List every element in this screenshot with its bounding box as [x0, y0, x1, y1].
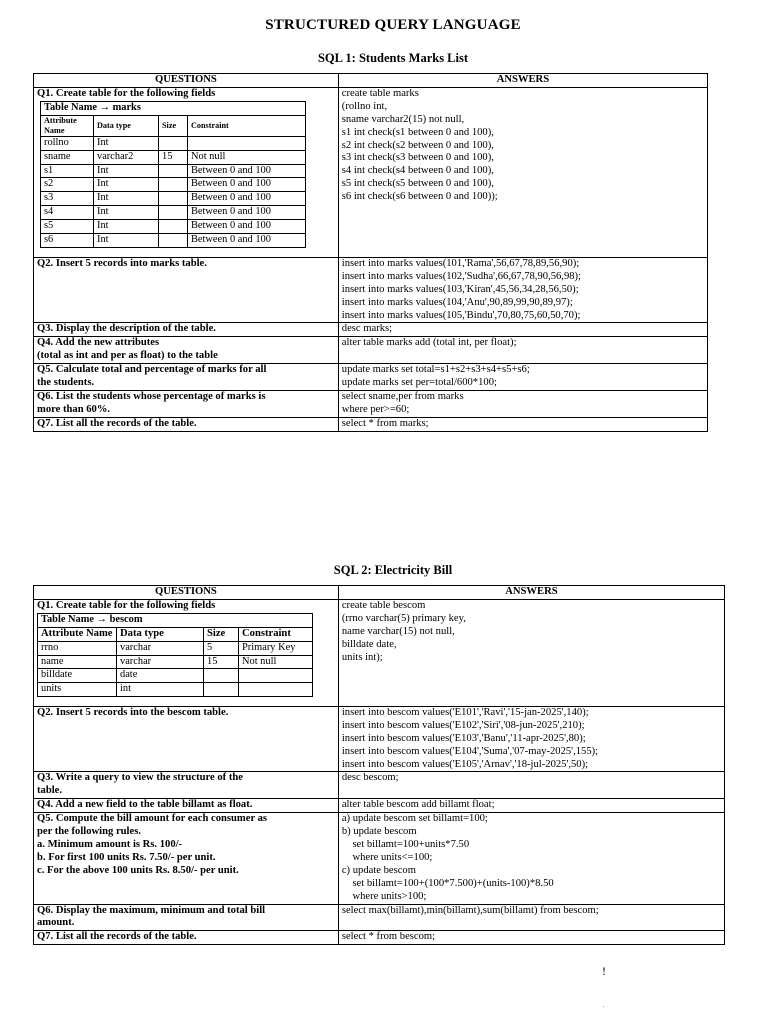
answer-line: where units>100; [341, 890, 427, 902]
question-line: the students. [37, 377, 95, 389]
stray-dot: . [603, 1003, 605, 1009]
answer-cell [338, 772, 724, 799]
cell: Int [94, 192, 159, 206]
answer-line: create table marks [341, 87, 419, 99]
cell: Primary Key [239, 641, 313, 655]
answer-line: s3 int check(s3 between 0 and 100), [341, 152, 494, 164]
section-title-sql1: SQL 1: Students Marks List [317, 51, 469, 65]
answer-line: update marks set total=s1+s2+s3+s4+s5+s6; [341, 364, 530, 376]
question-7: Q7. List all the records of the table. [34, 931, 339, 945]
question-6 [34, 904, 339, 931]
answer-line: where per>=60; [341, 403, 410, 415]
answer-cell [338, 599, 724, 706]
questions-header: QUESTIONS [34, 74, 339, 88]
cell: s1 [41, 164, 94, 178]
sql2-table [33, 585, 725, 945]
answer-line: s2 int check(s2 between 0 and 100), [341, 139, 494, 151]
answer-line: s4 int check(s4 between 0 and 100), [341, 165, 494, 177]
question-line: table. [37, 785, 63, 797]
question-line: c. For the above 100 units Rs. 8.50/- per unit. [37, 864, 239, 876]
table-row [38, 655, 313, 669]
cell: s3 [41, 192, 94, 206]
question-line: Q5. Compute the bill amount for each consumer as [37, 813, 268, 825]
answers-header: ANSWERS [338, 586, 724, 600]
question-cell [34, 87, 339, 257]
table-row [41, 150, 306, 164]
col-size: Size [159, 115, 188, 136]
cell: Between 0 and 100 [188, 206, 306, 220]
cell: Int [94, 164, 159, 178]
answer-cell [338, 417, 707, 431]
table-row [38, 669, 313, 683]
cell: s2 [41, 178, 94, 192]
cell [159, 192, 188, 206]
answer-line: desc bescom; [341, 772, 399, 784]
answer-line: insert into bescom values('E105','Arnav','18-jul-2025',50); [341, 758, 589, 770]
answer-line: insert into bescom values('E103','Banu','11-apr-2025',80); [341, 732, 586, 744]
answer-cell [338, 813, 724, 904]
cell: rollno [41, 136, 94, 150]
answer-cell [338, 799, 724, 813]
question-line: amount. [37, 917, 75, 929]
answer-line: c) update bescom [341, 864, 416, 876]
question-line: Q6. List the students whose percentage of marks is [37, 390, 266, 402]
answer-line: sname varchar2(15) not null, [341, 113, 465, 125]
cell: sname [41, 150, 94, 164]
section-title-sql2: SQL 2: Electricity Bill [333, 563, 453, 577]
table-row [41, 164, 306, 178]
col-datatype: Data type [94, 115, 159, 136]
answer-line: s6 int check(s6 between 0 and 100)); [341, 191, 498, 203]
question-3: Q3. Display the description of the table. [34, 323, 339, 337]
answer-line: s1 int check(s1 between 0 and 100), [341, 126, 494, 138]
answer-line: insert into bescom values('E104','Suma','07-may-2025',155); [341, 745, 599, 757]
cell [204, 669, 239, 683]
answer-line: billdate date, [341, 638, 397, 650]
cell: Between 0 and 100 [188, 178, 306, 192]
answer-cell [338, 706, 724, 772]
cell: 15 [204, 655, 239, 669]
answer-line: insert into marks values(102,'Sudha',66,67,78,90,56,98); [341, 270, 582, 282]
question-1: Q1. Create table for the following fields [37, 87, 216, 99]
answer-line: select max(billamt),min(billamt),sum(billamt) from bescom; [341, 904, 599, 916]
cell: s6 [41, 234, 94, 248]
cell: billdate [38, 669, 117, 683]
answer-cell [338, 337, 707, 364]
answer-line: s5 int check(s5 between 0 and 100), [341, 178, 494, 190]
cell [239, 683, 313, 697]
cell: Not null [239, 655, 313, 669]
table-name: Table Name → bescom [38, 613, 313, 627]
answer-line: insert into bescom values('E102','Siri','08-jun-2025',210); [341, 719, 585, 731]
table-row [41, 234, 306, 248]
cell: Not null [188, 150, 306, 164]
cell: Int [94, 234, 159, 248]
answer-line: select * from bescom; [341, 931, 436, 943]
question-5 [34, 364, 339, 391]
question-2: Q2. Insert 5 records into marks table. [34, 257, 339, 323]
question-line: b. For first 100 units Rs. 7.50/- per unit. [37, 851, 216, 863]
cell: rrno [38, 641, 117, 655]
cell: Between 0 and 100 [188, 220, 306, 234]
answer-line: create table bescom [341, 599, 426, 611]
answer-line: select * from marks; [341, 417, 429, 429]
cell: Between 0 and 100 [188, 234, 306, 248]
answer-line: alter table marks add (total int, per float); [341, 337, 517, 349]
answer-line: (rrno varchar(5) primary key, [341, 612, 466, 624]
question-line: Q5. Calculate total and percentage of marks for all [37, 364, 267, 376]
answer-line: insert into marks values(105,'Bindu',70,80,75,60,50,70); [341, 309, 581, 321]
cell [159, 164, 188, 178]
question-6 [34, 390, 339, 417]
table-row [41, 220, 306, 234]
document-title: STRUCTURED QUERY LANGUAGE [265, 17, 521, 33]
fields-table [37, 613, 313, 697]
table-row [41, 136, 306, 150]
answer-cell [338, 904, 724, 931]
sql1-table [33, 73, 708, 432]
cell: varchar [117, 641, 204, 655]
answer-line: insert into marks values(101,'Rama',56,67,78,89,56,90); [341, 257, 580, 269]
cell: s4 [41, 206, 94, 220]
cell: Int [94, 220, 159, 234]
col-attribute: Attribute Name [38, 627, 117, 641]
cell [159, 220, 188, 234]
cell [159, 234, 188, 248]
answer-line: insert into bescom values('E101','Ravi','15-jan-2025',140); [341, 706, 589, 718]
cell: varchar2 [94, 150, 159, 164]
table-row [38, 641, 313, 655]
question-4: Q4. Add a new field to the table billamt as float. [34, 799, 339, 813]
answer-line: b) update bescom [341, 826, 417, 838]
questions-header: QUESTIONS [34, 586, 339, 600]
answer-line: units int); [341, 651, 383, 663]
answer-line: alter table bescom add billamt float; [341, 799, 495, 811]
answer-cell [338, 87, 707, 257]
question-cell [34, 599, 339, 706]
answer-line: (rollno int, [341, 100, 388, 112]
answer-cell [338, 257, 707, 323]
col-datatype: Data type [117, 627, 204, 641]
answer-line: set billamt=100+(100*7.500)+(units-100)*8.50 [341, 877, 554, 889]
question-line: Q6. Display the maximum, minimum and total bill [37, 904, 266, 916]
question-line: per the following rules. [37, 826, 141, 838]
answer-line: insert into marks values(104,'Anu',90,89,99,90,89,97); [341, 296, 573, 308]
cell: name [38, 655, 117, 669]
question-1: Q1. Create table for the following fields [37, 599, 216, 611]
question-2: Q2. Insert 5 records into the bescom table. [34, 706, 339, 772]
answer-line: name varchar(15) not null, [341, 625, 455, 637]
col-constraint: Constraint [188, 115, 306, 136]
question-4 [34, 337, 339, 364]
cell: 5 [204, 641, 239, 655]
cell: s5 [41, 220, 94, 234]
cell: units [38, 683, 117, 697]
cell: Int [94, 178, 159, 192]
answer-line: where units<=100; [341, 851, 433, 863]
question-3 [34, 772, 339, 799]
col-attribute: Attribute Name [41, 115, 94, 136]
cell [188, 136, 306, 150]
cell [159, 178, 188, 192]
question-line: Q4. Add the new attributes [37, 337, 160, 349]
cell: Between 0 and 100 [188, 164, 306, 178]
cell [159, 136, 188, 150]
question-line: Q3. Write a query to view the structure of the [37, 772, 243, 784]
answer-cell [338, 390, 707, 417]
col-constraint: Constraint [239, 627, 313, 641]
fields-table [40, 101, 306, 248]
cell [239, 669, 313, 683]
cell [159, 206, 188, 220]
cell: Int [94, 136, 159, 150]
answer-cell [338, 364, 707, 391]
cell: int [117, 683, 204, 697]
question-5 [34, 813, 339, 904]
answer-line: insert into marks values(103,'Kiran',45,56,34,28,56,50); [341, 283, 579, 295]
table-row [41, 178, 306, 192]
table-name: Table Name → marks [41, 101, 306, 115]
stray-mark: ! [602, 964, 606, 978]
cell: Int [94, 206, 159, 220]
question-line: a. Minimum amount is Rs. 100/- [37, 838, 183, 850]
cell: 15 [159, 150, 188, 164]
table-row [38, 683, 313, 697]
col-size: Size [204, 627, 239, 641]
cell: Between 0 and 100 [188, 192, 306, 206]
question-7: Q7. List all the records of the table. [34, 417, 339, 431]
answer-line: set billamt=100+units*7.50 [341, 838, 470, 850]
answer-line: update marks set per=total/600*100; [341, 377, 497, 389]
question-line: more than 60%. [37, 403, 111, 415]
answer-line: desc marks; [341, 323, 393, 335]
answer-cell [338, 931, 724, 945]
question-line: (total as int and per as float) to the table [37, 350, 218, 362]
table-row [41, 206, 306, 220]
cell: date [117, 669, 204, 683]
answers-header: ANSWERS [338, 74, 707, 88]
answer-line: select sname,per from marks [341, 390, 464, 402]
answer-line: a) update bescom set billamt=100; [341, 813, 488, 825]
answer-cell [338, 323, 707, 337]
table-row [41, 192, 306, 206]
cell: varchar [117, 655, 204, 669]
cell [204, 683, 239, 697]
